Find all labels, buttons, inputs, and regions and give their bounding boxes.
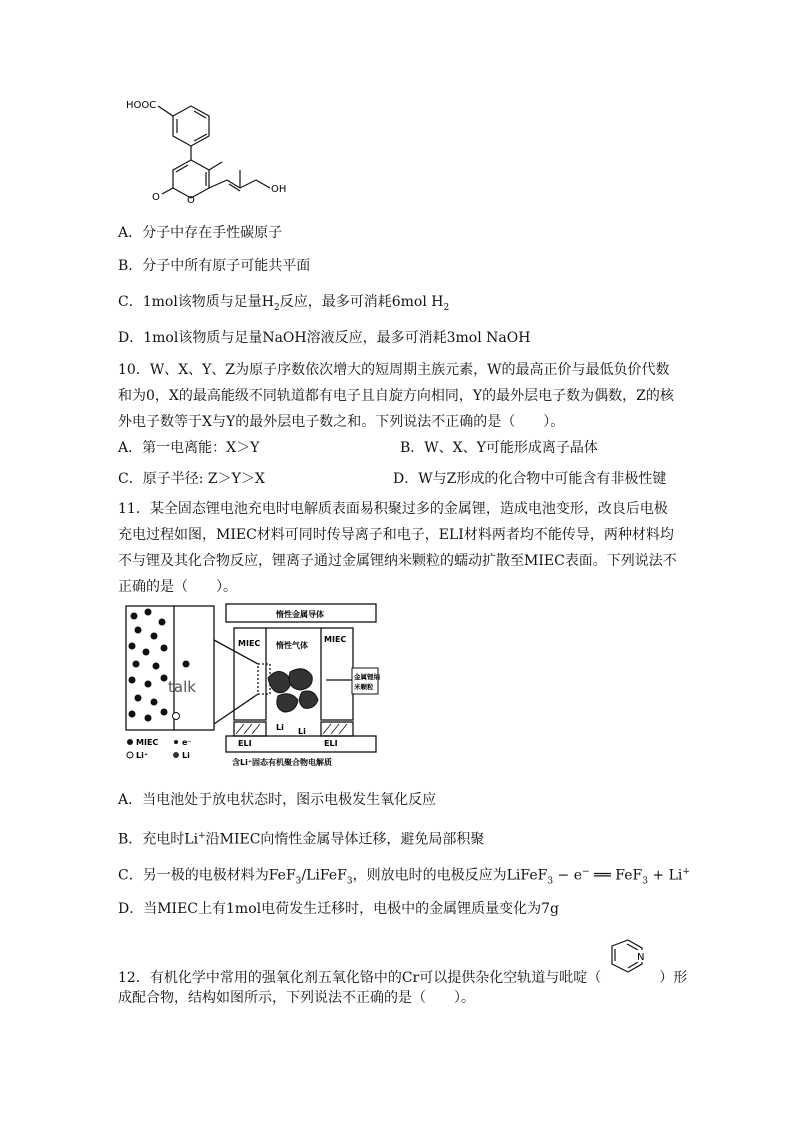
subscript: 2	[443, 302, 450, 313]
q11-option-b	[118, 826, 484, 850]
label-nano-2: 米颗粒	[354, 683, 374, 691]
text: 12．有机化学中常用的强氧化剂五氧化铬中的Cr可以提供杂化空轨道与吡啶（	[118, 970, 602, 986]
text: C．另一极的电极材料为FeF	[118, 867, 296, 884]
legend-miec: MIEC	[136, 738, 159, 747]
label-hooc: HOOC	[126, 100, 157, 111]
q11-option-d: D．当MIEC上有1mol电荷发生迁移时，电极中的金属锂质量变化为7g	[118, 901, 559, 917]
pyridine-structure	[600, 936, 652, 980]
label-bottom: 含Li⁺固态有机聚合物电解质	[232, 758, 333, 767]
text: 反应，最多可消耗6mol H	[279, 294, 444, 310]
text: ）形	[659, 970, 688, 986]
q12-line2: 成配合物，结构如图所示，下列说法不正确的是（ ）。	[118, 990, 475, 1006]
q10-option-d: D．W与Z形成的化合物中可能含有非极性键	[393, 471, 667, 487]
subscript: 3	[295, 876, 302, 887]
q10-option-c: C．原子半径: Z＞Y＞X	[118, 471, 265, 487]
text: ，则放电时的电极反应为LiFeF	[352, 867, 548, 884]
label-gas: 惰性气体	[276, 641, 308, 650]
q10-option-a: A．第一电离能：X＞Y	[118, 440, 260, 456]
superscript: +	[682, 867, 690, 877]
text: /LiFeF	[301, 867, 347, 884]
legend-li: Li	[182, 751, 190, 760]
text: + Li	[647, 867, 683, 884]
molecule-structure	[118, 92, 318, 204]
pyridine-n: N	[637, 952, 645, 963]
label-ring-o: O	[187, 195, 195, 204]
label-miec-left: MIEC	[238, 639, 261, 648]
text: ══ FeF	[589, 867, 643, 884]
label-miec-right: MIEC	[324, 635, 347, 644]
label-nano-1: 金属锂纳	[354, 673, 380, 681]
q10-stem: 10．W、X、Y、Z为原子序数依次增大的短周期主族元素，W的最高正价与最低负价代数和为0，X的最高能级不同轨道都有电子且自旋方向相同，Y的最外层电子数为偶数，Z的核外电子数等于X与Y的最外层电子数之和。下列说法不正确的是（ ）。	[118, 362, 674, 430]
text: B．充电时	[118, 831, 185, 848]
q9-option-c	[118, 292, 449, 318]
subscript: 3	[642, 876, 648, 887]
legend-e: e⁻	[182, 738, 192, 747]
subscript: 3	[346, 876, 353, 887]
label-li-ion-left: Li	[276, 723, 284, 732]
q11-option-c	[118, 862, 690, 891]
label-eli-left: ELI	[238, 739, 252, 748]
text: − e	[553, 867, 582, 884]
q9-option-d: D．1mol该物质与足量NaOH溶液反应，最多可消耗3mol NaOH	[118, 330, 531, 346]
legend-li-ion: Li⁺	[136, 751, 149, 760]
label-eli-right: ELI	[324, 739, 338, 748]
subscript: 3	[547, 876, 554, 887]
watermark: talk	[168, 678, 196, 696]
superscript: −	[581, 867, 590, 877]
battery-diagram	[118, 600, 380, 772]
q9-option-b: B．分子中所有原子可能共平面	[118, 258, 311, 274]
superscript: +	[198, 831, 206, 841]
label-oh: OH	[271, 184, 287, 195]
q11-stem: 11．某全固态锂电池充电时电解质表面易积聚过多的金属锂，造成电池变形，改良后电极充电过程如图，MIEC材料可同时传导离子和电子，ELI材料两者均不能传导，两种材料均不与锂及其化合物反应，锂离子通过金属锂纳米颗粒的蠕动扩散至MIEC表面。下列说法不正确的是（ ）。	[118, 501, 677, 595]
q11-option-a: A．当电池处于放电状态时，图示电极发生氧化反应	[118, 792, 437, 808]
text: C．1mol该物质与足量H	[118, 294, 275, 310]
q10-option-b: B．W、X、Y可能形成离子晶体	[400, 440, 598, 456]
label-li-ion-right: Li	[298, 727, 306, 736]
label-carbonyl-o: O	[152, 192, 160, 203]
text: 沿MIEC向惰性金属导体迁移，避免局部积聚	[205, 831, 485, 848]
label-top-conductor: 惰性金属导体	[276, 610, 324, 619]
text: Li	[184, 831, 199, 848]
q9-option-a: A．分子中存在手性碳原子	[118, 225, 283, 241]
subscript: 2	[274, 302, 280, 313]
